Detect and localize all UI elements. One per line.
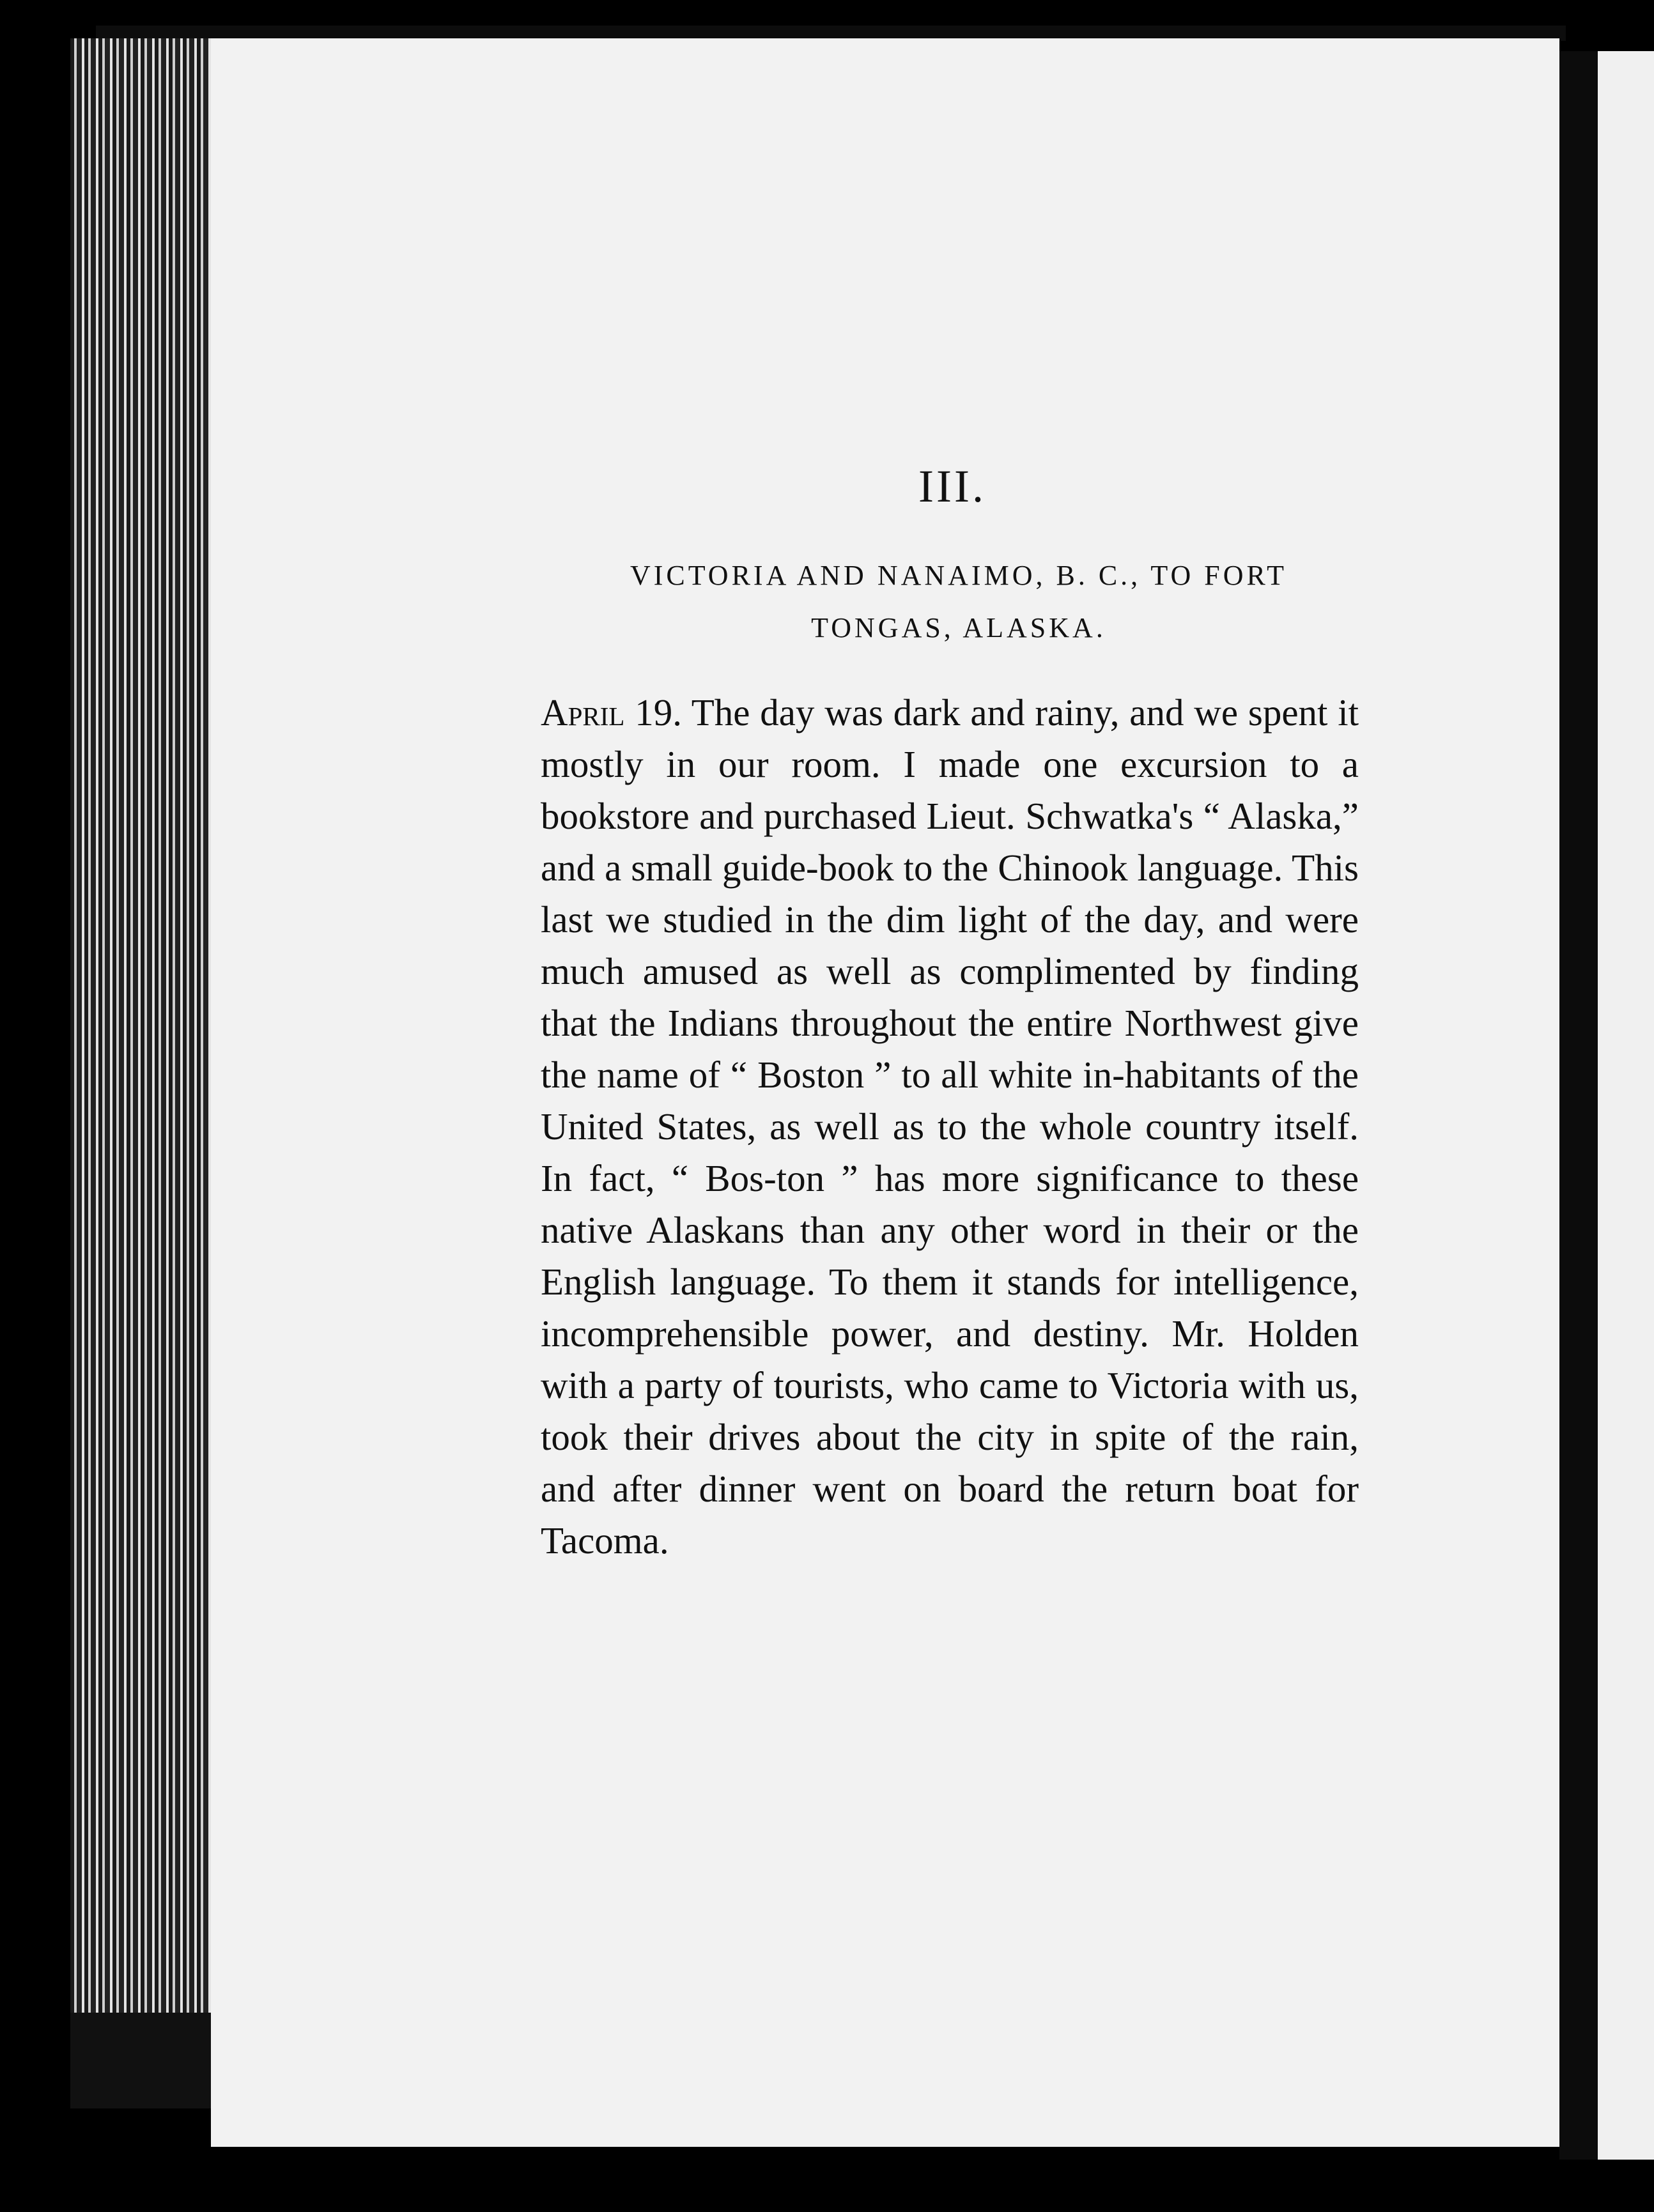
chapter-number: III.: [918, 461, 986, 512]
body-paragraph: [541, 687, 1359, 1567]
page-edges-left-bottom: [70, 2013, 224, 2108]
chapter-title-line-2: TONGAS, ALASKA.: [811, 612, 1106, 643]
facing-page-edge: [1598, 51, 1654, 2160]
date-label: April 19.: [541, 691, 682, 733]
chapter-title: [543, 549, 1374, 654]
page-edges-left: [70, 38, 224, 2083]
gutter-shadow-right: [1559, 51, 1598, 2160]
chapter-title-line-1: VICTORIA AND NANAIMO, B. C., TO FORT: [630, 560, 1288, 591]
body-text: The day was dark and rainy, and we spent it mostly in our room. I made one excursion to a bookstore and purchased Lieut. Schwatka's “ Alaska,” and a small guide-book to the Chinook language. This last we studied in the dim light of the day, and were much amused as well as complimented by finding that the Indians throughout the entire Northwest give the name of “ Boston ” to all white in-habitants of the United States, as well as to the whole country itself. In fact, “ Bos-ton ” has more significance to these native Alaskans than any other word in their or the English language. To them it stands for intelligence, incomprehensible power, and destiny. Mr. Holden with a party of tourists, who came to Victoria with us, took their drives about the city in spite of the rain, and after dinner went on board the return boat for Tacoma.: [541, 691, 1359, 1562]
